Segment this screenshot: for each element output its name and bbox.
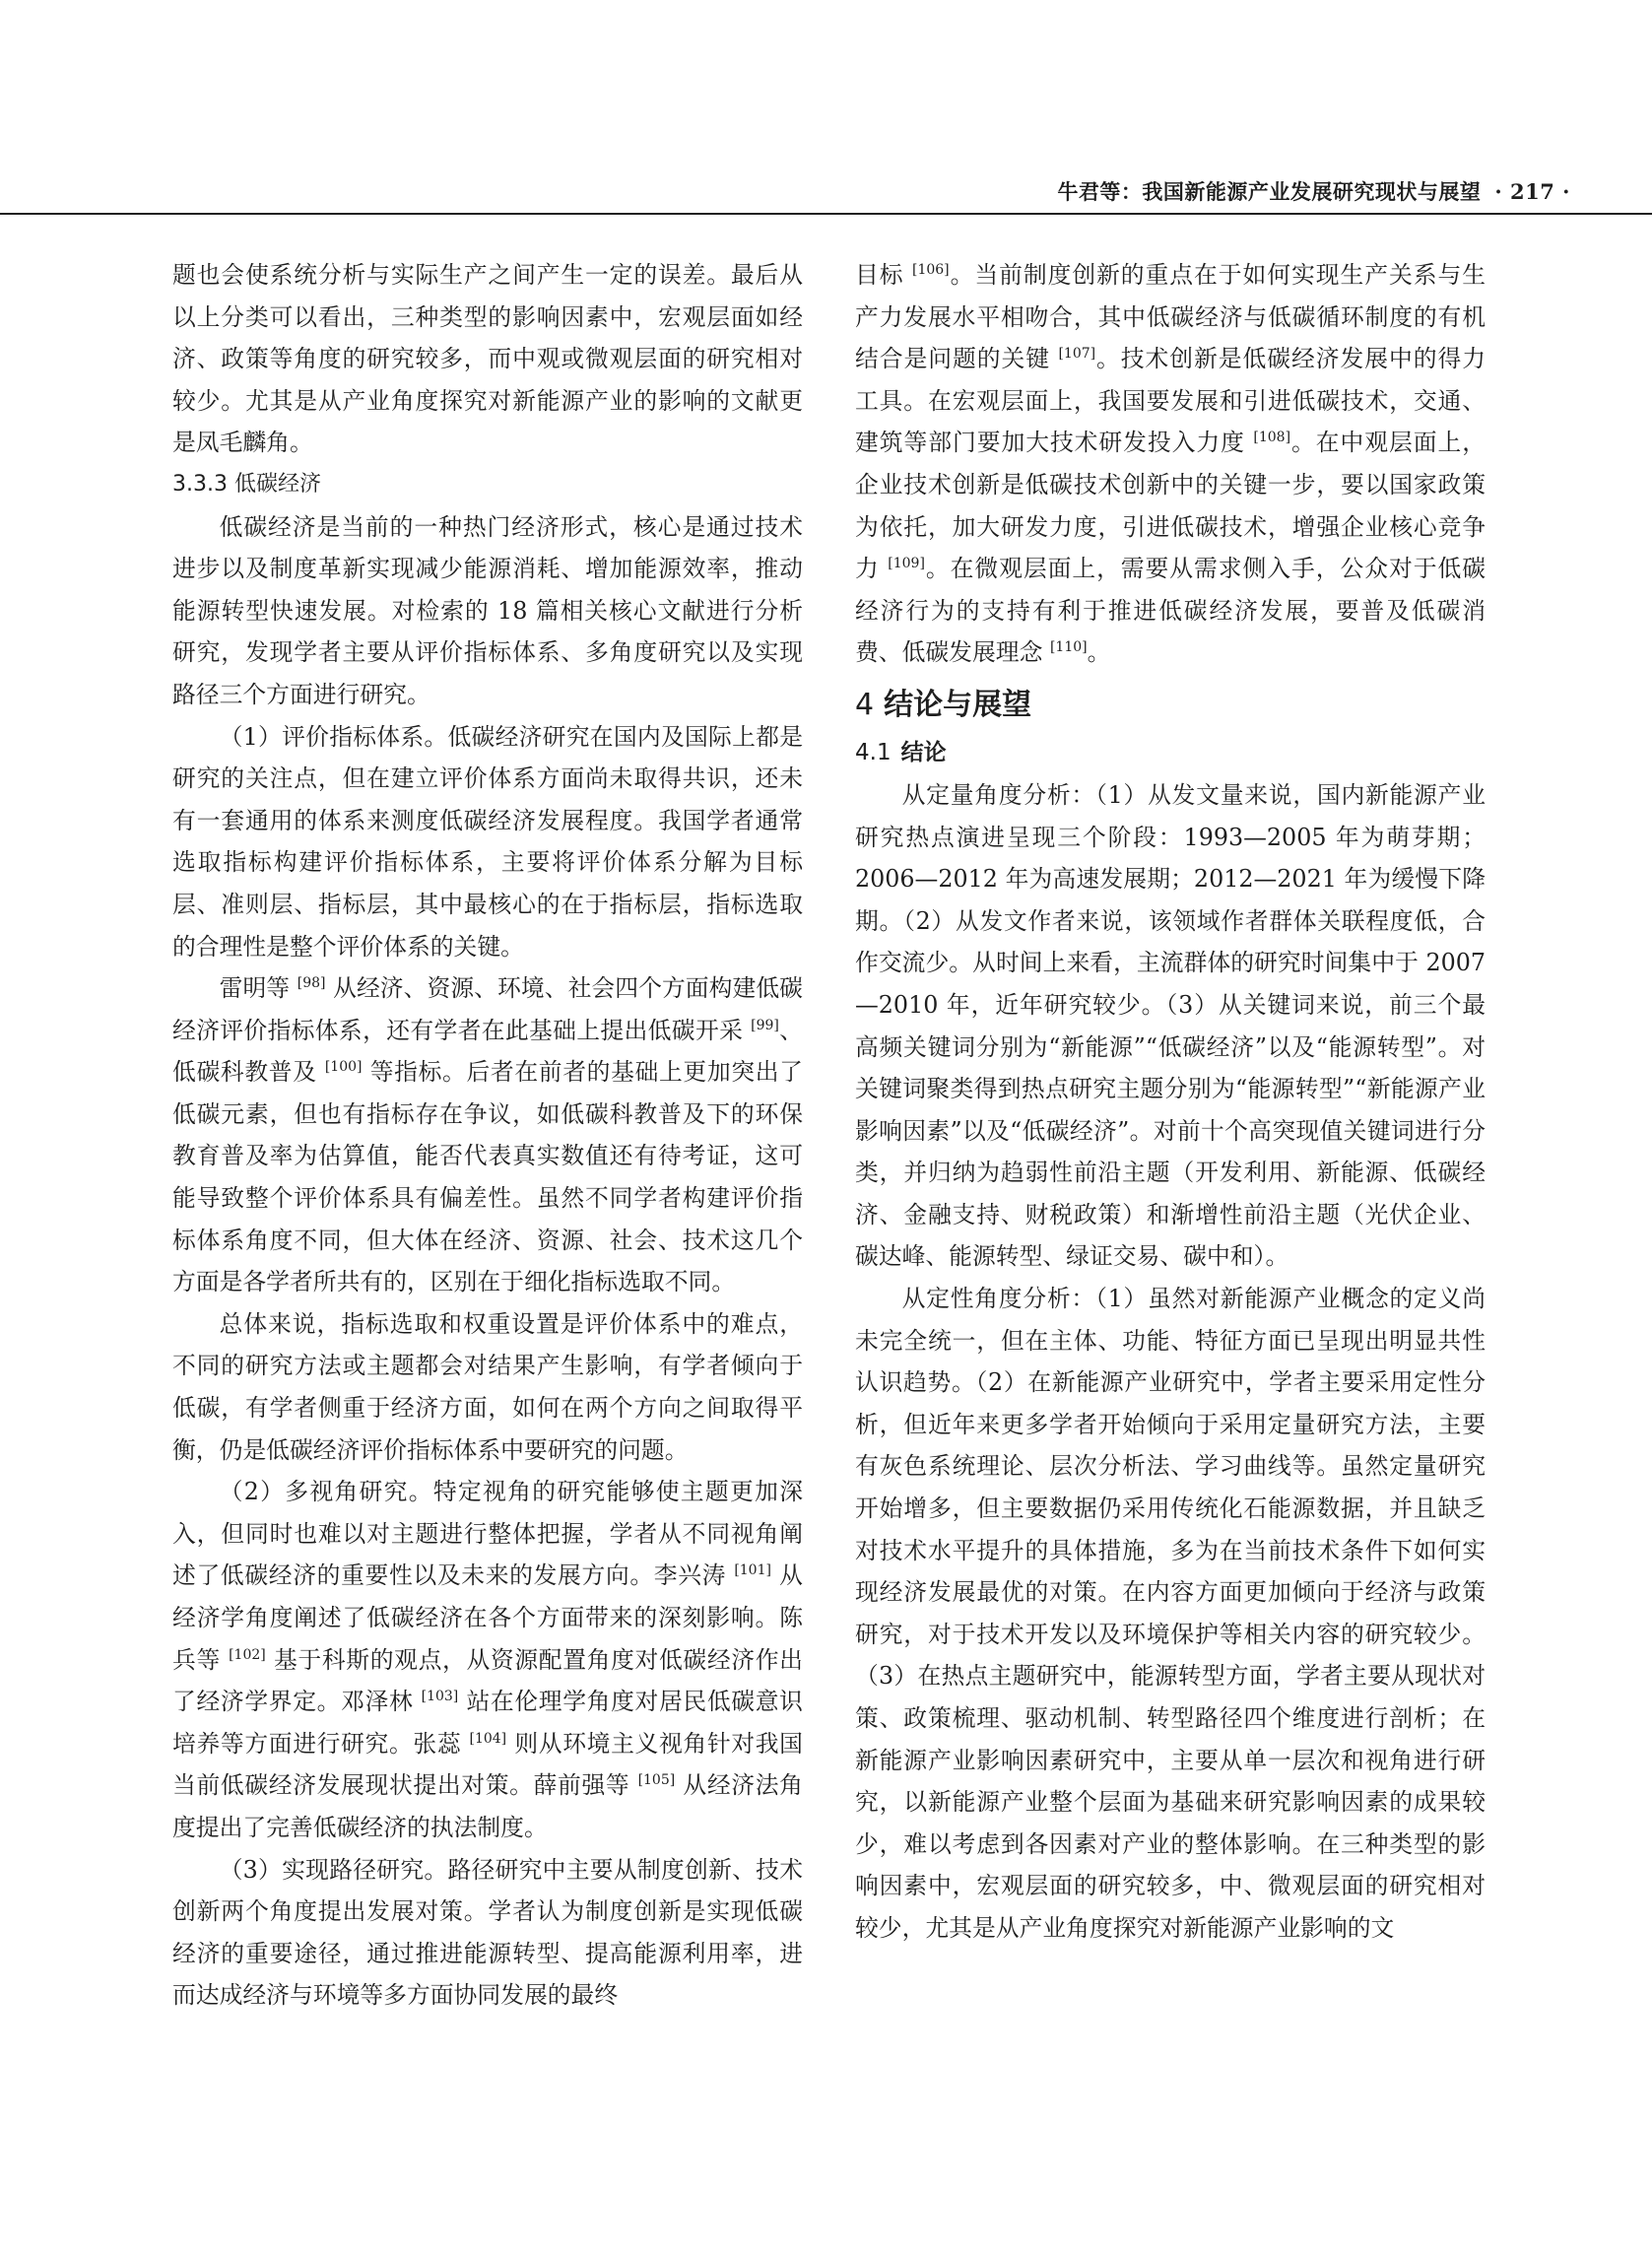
citation-106: [106] — [912, 262, 950, 278]
citation-104: [104] — [469, 1730, 507, 1747]
section-heading-4 — [855, 680, 1486, 731]
running-head-text — [1057, 177, 1570, 207]
citation-109: [109] — [888, 556, 925, 572]
citation-98: [98] — [297, 975, 326, 992]
running-head — [0, 177, 1652, 217]
subsection-number: 4.1 — [855, 739, 892, 765]
left-column — [172, 254, 803, 2205]
citation-110: [110] — [1049, 639, 1088, 656]
paragraph-multi-perspective: （2）多视角研究。特定视角的研究能够使主题更加深入，但同时也难以对主题进行整体把握，学者从不同视角阐述了低碳经济的重要性以及未来的发展方向。李兴涛 [101] 从经济学角度阐述了低碳经济在各个方面带来的深刻影响。陈兵等 [102] 基于科斯的观点，从资源配置角度对低碳经济作出了经济学界定。邓泽林 [103] 站在伦理学角度对居民低碳意识培养等方面进行研究。张蕊 [104] 则从环境主义视角针对我国当前低碳经济发展现状提出对策。薛前强等 [105] 从经济法角度提出了完善低碳经济的执法制度。 — [172, 1478, 803, 1841]
page-number: · 217 · — [1494, 179, 1570, 204]
paragraph-qualitative-analysis: 从定性角度分析：（1）虽然对新能源产业概念的定义尚未完全统一，但在主体、功能、特征方面已呈现出明显共性认识趋势。（2）在新能源产业研究中，学者主要采用定性分析，但近年来更多学者开始倾向于采用定量研究方法，主要有灰色系统理论、层次分析法、学习曲线等。虽然定量研究开始增多，但主要数据仍采用传统化石能源数据，并且缺乏对技术水平提升的具体措施，多为在当前技术条件下如何实现经济发展最优的对策。在内容方面更加倾向于经济与政策研究，对于技术开发以及环境保护等相关内容的研究较少。（3）在热点主题研究中，能源转型方面，学者主要从现状对策、政策梳理、驱动机制、转型路径四个维度进行剖析；在新能源产业影响因素研究中，主要从单一层次和视角进行研究，以新能源产业整个层面为基础来研究影响因素的成果较少，难以考虑到各因素对产业的整体影响。在三种类型的影响因素中，宏观层面的研究较多，中、微观层面的研究相对较少，尤其是从产业角度探究对新能源产业影响的文 — [855, 1285, 1486, 1942]
paragraph-lei-ming: 雷明等 [98] 从经济、资源、环境、社会四个方面构建低碳经济评价指标体系，还有学者在此基础上提出低碳开采 [99]、低碳科教普及 [100] 等指标。后者在前者的基础上更加突出了低碳元素，但也有指标存在争议，如低碳科教普及下的环保教育普及率为估算值，能否代表真实数值还有待考证，这可能导致整个评价体系具有偏差性。虽然不同学者构建评价指标体系角度不同，但大体在经济、资源、社会、技术这几个方面是各学者所共有的，区别在于细化指标选取不同。 — [172, 974, 803, 1296]
subsection-heading-4-1 — [855, 731, 1486, 774]
paragraph-low-carbon-intro: 低碳经济是当前的一种热门经济形式，核心是通过技术进步以及制度革新实现减少能源消耗、增加能源效率，推动能源转型快速发展。对检索的 18 篇相关核心文献进行分析研究，发现学者主要从评价指标体系、多角度研究以及实现路径三个方面进行研究。 — [172, 512, 803, 708]
subsection-heading-3-3-3: 3.3.3 低碳经济 — [172, 471, 321, 497]
citation-100: [100] — [324, 1059, 363, 1076]
citation-103: [103] — [421, 1689, 459, 1705]
paragraph-summary-weights: 总体来说，指标选取和权重设置是评价体系中的难点，不同的研究方法或主题都会对结果产生影响，有学者倾向于低碳，有学者侧重于经济方面，如何在两个方向之间取得平衡，仍是低碳经济评价指标体系中要研究的问题。 — [172, 1309, 803, 1464]
right-column — [855, 254, 1486, 2205]
citation-105: [105] — [637, 1772, 676, 1789]
header-rule — [0, 213, 1652, 215]
citation-101: [101] — [734, 1562, 771, 1579]
paragraph-continued: 题也会使系统分析与实际生产之间产生一定的误差。最后从以上分类可以看出，三种类型的影响因素中，宏观层面如经济、政策等角度的研究较多，而中观或微观层面的研究相对较少。尤其是从产业角度探究对新能源产业的影响的文献更是凤毛麟角。 — [172, 261, 803, 457]
paragraph-continued-goal: 目标 [106]。当前制度创新的重点在于如何实现生产关系与生产力发展水平相吻合，其中低碳经济与低碳循环制度的有机结合是问题的关键 [107]。技术创新是低碳经济发展中的得力工具。在宏观层面上，我国要发展和引进低碳技术，交通、建筑等部门要加大技术研发投入力度 [108]。在中观层面上，企业技术创新是低碳技术创新中的关键一步，要以国家政策为依托，加大研发力度，引进低碳技术，增强企业核心竞争力 [109]。在微观层面上，需要从需求侧入手，公众对于低碳经济行为的支持有利于推进低碳经济发展，要普及低碳消费、低碳发展理念 [110]。 — [855, 261, 1486, 667]
citation-107: [107] — [1058, 346, 1096, 363]
citation-99: [99] — [751, 1017, 779, 1033]
section-title: 结论与展望 — [884, 687, 1032, 722]
citation-102: [102] — [229, 1646, 266, 1663]
subsection-title: 结论 — [900, 739, 947, 765]
paragraph-implementation-path: （3）实现路径研究。路径研究中主要从制度创新、技术创新两个角度提出发展对策。学者认为制度创新是实现低碳经济的重要途径，通过推进能源转型、提高能源利用率，进而达成经济与环境等多方面协同发展的最终 — [172, 1855, 803, 2010]
paragraph-quantitative-analysis: 从定量角度分析：（1）从发文量来说，国内新能源产业研究热点演进呈现三个阶段：1993—2005 年为萌芽期；2006—2012 年为高速发展期；2012—2021 年为缓慢下降期。（2）从发文作者来说，该领域作者群体关联程度低，合作交流少。从时间上来看，主流群体的研究时间集中于 2007—2010 年，近年研究较少。（3）从关键词来说，前三个最高频关键词分别为“新能源”“低碳经济”以及“能源转型”。对关键词聚类得到热点研究主题分别为“能源转型”“新能源产业影响因素”以及“低碳经济”。对前十个高突现值关键词进行分类，并归纳为趋弱性前沿主题（开发利用、新能源、低碳经济、金融支持、财税政策）和渐增性前沿主题（光伏企业、碳达峰、能源转型、绿证交易、碳中和）。 — [855, 780, 1486, 1271]
citation-108: [108] — [1253, 430, 1291, 446]
paragraph-evaluation-index: （1）评价指标体系。低碳经济研究在国内及国际上都是研究的关注点，但在建立评价体系方面尚未取得共识，还未有一套通用的体系来测度低碳经济发展程度。我国学者通常选取指标构建评价指标体系，主要将评价体系分解为目标层、准则层、指标层，其中最核心的在于指标层，指标选取的合理性是整个评价体系的关键。 — [172, 722, 803, 961]
running-head-title: 牛君等：我国新能源产业发展研究现状与展望 — [1057, 180, 1482, 204]
section-number: 4 — [855, 687, 875, 722]
